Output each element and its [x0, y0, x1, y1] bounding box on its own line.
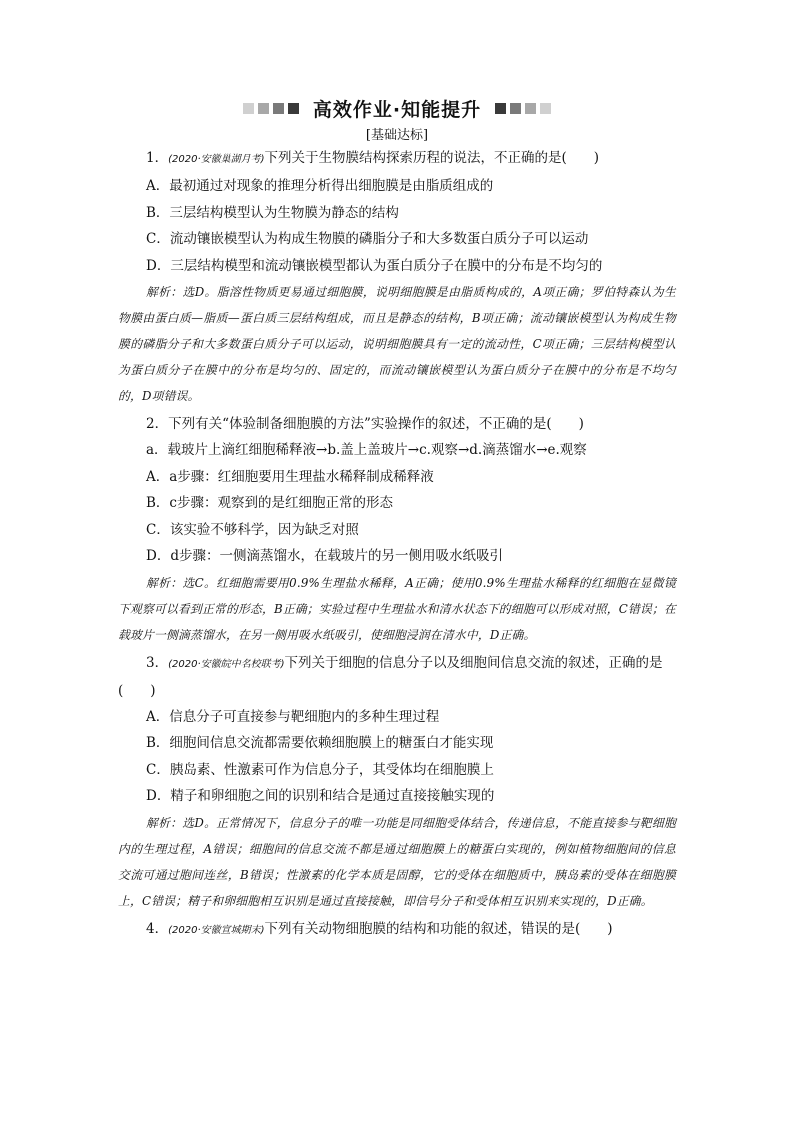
decor-square-1 — [243, 103, 254, 114]
option: C．胰岛素、性激素可作为信息分子，其受体均在细胞膜上 — [146, 761, 494, 778]
option: B．c步骤：观察到的是红细胞正常的形态 — [146, 495, 393, 511]
option: A．信息分子可直接参与靶细胞内的多种生理过程 — [146, 708, 440, 725]
option: A．最初通过对现象的推理分析得出细胞膜是由脂质组成的 — [146, 178, 494, 194]
option: B．细胞间信息交流都需要依赖细胞膜上的糖蛋白才能实现 — [146, 735, 494, 751]
question-number: 2． — [146, 416, 169, 432]
decor-square-4 — [288, 103, 299, 114]
analysis-3: 解析：选D。正常情况下，信息分子的唯一功能是同细胞受体结合，传递信息，不能直接参与靶细胞内的生理过程，A错误；细胞间的信息交流不都是通过细胞膜上的糖蛋白实现的，例如植物细胞间的信息交流可通过胞间连丝，B错误；性激素的化学本质是固醇，它的受体在细胞质中，胰岛素的受体在细胞膜上，C错误；精子和卵细胞相互识别是通过直接接触，即信号分子和受体相互识别来实现的，D正确。 — [118, 815, 676, 908]
decor-square-2 — [258, 103, 269, 114]
option: D．精子和卵细胞之间的识别和结合是通过直接接触实现的 — [146, 788, 495, 804]
question-source: (2020·安徽宣城期末) — [168, 924, 265, 936]
question-text: 下列有关动物细胞膜的结构和功能的叙述，错误的是( ) — [264, 920, 613, 937]
question-3-stem — [118, 650, 676, 704]
decor-square-7 — [525, 103, 536, 114]
option: A．a步骤：红细胞要用生理盐水稀释制成稀释液 — [146, 468, 434, 485]
question-text: 下列有关“体验制备细胞膜的方法”实验操作的叙述，不正确的是( ) — [168, 416, 584, 432]
question-1-stem — [118, 145, 676, 173]
question-list — [118, 145, 676, 944]
analysis-1: 解析：选D。脂溶性物质更易通过细胞膜，说明细胞膜是由脂质构成的，A项正确；罗伯特森认为生物膜由蛋白质—脂质—蛋白质三层结构组成，而且是静态的结构，B项正确；流动镶嵌模型认为构成生物膜的磷脂分子和大多数蛋白质分子可以运动，说明细胞膜具有一定的流动性，C项正确；三层结构模型认为蛋白质分子在膜中的分布是均匀的、固定的，而流动镶嵌模型认为蛋白质分子在膜中的分布是不均匀的，D项错误。 — [118, 285, 676, 403]
question-source: (2020·安徽皖中名校联考) — [168, 658, 285, 670]
section-header — [0, 92, 794, 124]
question-text: 下列关于生物膜结构探索历程的说法，不正确的是( ) — [264, 150, 600, 166]
question-source: (2020·安徽巢湖月考) — [168, 154, 265, 165]
decor-square-5 — [495, 103, 506, 114]
question-number: 1． — [146, 150, 169, 166]
option: D．三层结构模型和流动镶嵌模型都认为蛋白质分子在膜中的分布是不均匀的 — [146, 257, 603, 274]
question-4-stem — [118, 916, 676, 944]
header-title: 高效作业·知能提升 — [312, 98, 482, 121]
question-text: 下列关于细胞的信息分子以及细胞间信息交流的叙述，正确的是( ) — [118, 654, 663, 699]
option: C．流动镶嵌模型认为构成生物膜的磷脂分子和大多数蛋白质分子可以运动 — [146, 231, 589, 247]
decor-square-6 — [510, 103, 521, 114]
section-label: [基础达标] — [365, 128, 429, 143]
question-number: 4． — [146, 920, 169, 937]
option: D．d步骤：一侧滴蒸馏水，在载玻片的另一侧用吸水纸吸引 — [146, 548, 503, 564]
option: B．三层结构模型认为生物膜为静态的结构 — [146, 204, 399, 221]
option: C．该实验不够科学，因为缺乏对照 — [146, 521, 359, 538]
decor-square-8 — [540, 103, 551, 114]
question-number: 3． — [146, 654, 169, 671]
analysis-2: 解析：选C。红细胞需要用0.9%生理盐水稀释，A正确；使用0.9%生理盐水稀释的红细胞在显微镜下观察可以看到正常的形态，B正确；实验过程中生理盐水和清水状态下的细胞可以形成对照，C错误；在载玻片一侧滴蒸馏水，在另一侧用吸水纸吸引，使细胞浸润在清水中，D正确。 — [118, 575, 676, 642]
decor-square-3 — [273, 103, 284, 114]
question-2-stem — [118, 411, 676, 437]
procedure-steps: a．载玻片上滴红细胞稀释液→b.盖上盖玻片→c.观察→d.滴蒸馏水→e.观察 — [146, 442, 587, 458]
